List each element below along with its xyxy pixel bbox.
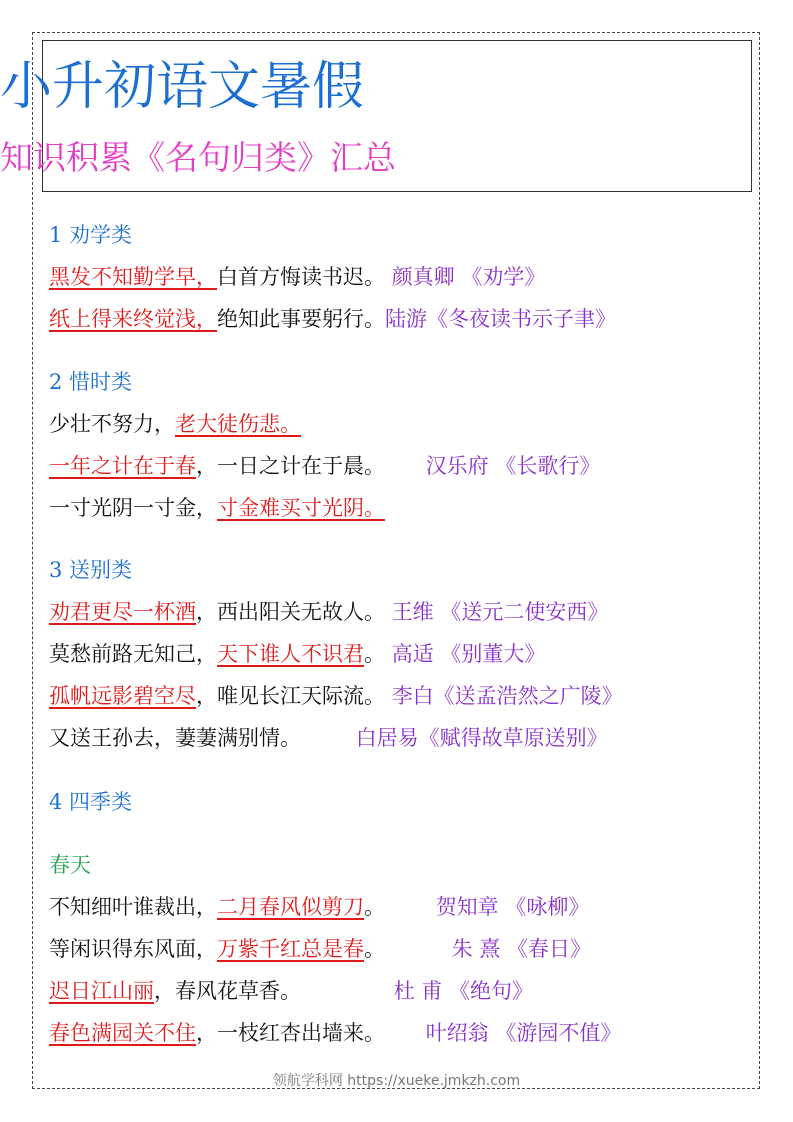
section-heading-quanxue: 1 劝学类 [49,223,133,247]
verse-text: 一寸光阴一寸金， [49,496,217,520]
highlighted-verse: 二月春风似剪刀 [217,895,364,919]
verse-line [49,1018,621,1048]
verse-line [49,723,608,753]
verse-text: 白首方悔读书迟。 [217,265,385,289]
verse-source: 李白《送孟浩然之广陵》 [391,684,623,708]
verse-line [49,493,385,523]
highlighted-verse: 黑发不知勤学早， [49,265,217,289]
season-heading-spring: 春天 [49,853,91,877]
verse-source: 叶绍翁 《游园不值》 [425,1021,622,1045]
verse-source: 高适 《别董大》 [391,642,546,666]
verse-text: 。 [364,895,385,919]
verse-text: ，一日之计在于晨。 [196,454,385,478]
verse-line [49,304,616,334]
highlighted-verse: 纸上得来终觉浅， [49,307,217,331]
highlighted-verse: 春色满园关不住 [49,1021,196,1045]
highlighted-verse: 一年之计在于春 [49,454,196,478]
verse-line [49,681,623,711]
highlighted-verse: 迟日江山丽 [49,979,154,1003]
verse-source: 王维 《送元二使安西》 [391,600,609,624]
verse-text: ，春风花草香。 [154,979,301,1003]
verse-text: ，西出阳关无故人。 [196,600,385,624]
footer-watermark: 领航学科网 https://xueke.jmkzh.com [272,1073,521,1089]
verse-line [49,262,545,292]
section-heading-xishi: 2 惜时类 [49,370,133,394]
verse-text: ，唯见长江天际流。 [196,684,385,708]
highlighted-verse: 孤帆远影碧空尽 [49,684,196,708]
section-heading-siji: 4 四季类 [49,790,133,814]
verse-text: ，一枝红杏出墙来。 [196,1021,385,1045]
section-heading-songbie: 3 送别类 [49,558,133,582]
highlighted-verse: 老大徒伤悲。 [175,412,301,436]
verse-line [49,639,545,669]
verse-text: 少壮不努力， [49,412,175,436]
verse-line [49,597,608,627]
highlighted-verse: 万紫千红总是春 [217,937,364,961]
highlighted-verse: 寸金难买寸光阴。 [217,496,385,520]
verse-source: 陆游《冬夜读书示子聿》 [385,307,616,331]
verse-line [49,976,533,1006]
page-title: 小升初语文暑假 [0,57,365,117]
highlighted-verse: 劝君更尽一杯酒 [49,600,196,624]
verse-text: 莫愁前路无知己， [49,642,217,666]
verse-line [49,934,591,964]
verse-source: 汉乐府 《长歌行》 [425,454,601,478]
verse-text: 。 [364,937,385,961]
verse-line [49,409,301,439]
verse-source: 贺知章 《咏柳》 [435,895,590,919]
verse-text: 。 [364,642,385,666]
verse-text: 不知细叶谁裁出， [49,895,217,919]
verse-text: 绝知此事要躬行。 [217,307,385,331]
verse-line [49,892,589,922]
verse-source: 白居易《赋得故草原送别》 [355,726,608,750]
verse-text: 又送王孙去，萋萋满别情。 [49,726,301,750]
page-subtitle: 知识积累《名句归类》汇总 [0,138,396,177]
verse-line [49,451,600,481]
verse-source: 朱 熹 《春日》 [451,937,592,961]
verse-source: 颜真卿 《劝学》 [391,265,546,289]
verse-source: 杜 甫 《绝句》 [393,979,534,1003]
highlighted-verse: 天下谁人不识君 [217,642,364,666]
verse-text: 等闲识得东风面， [49,937,217,961]
